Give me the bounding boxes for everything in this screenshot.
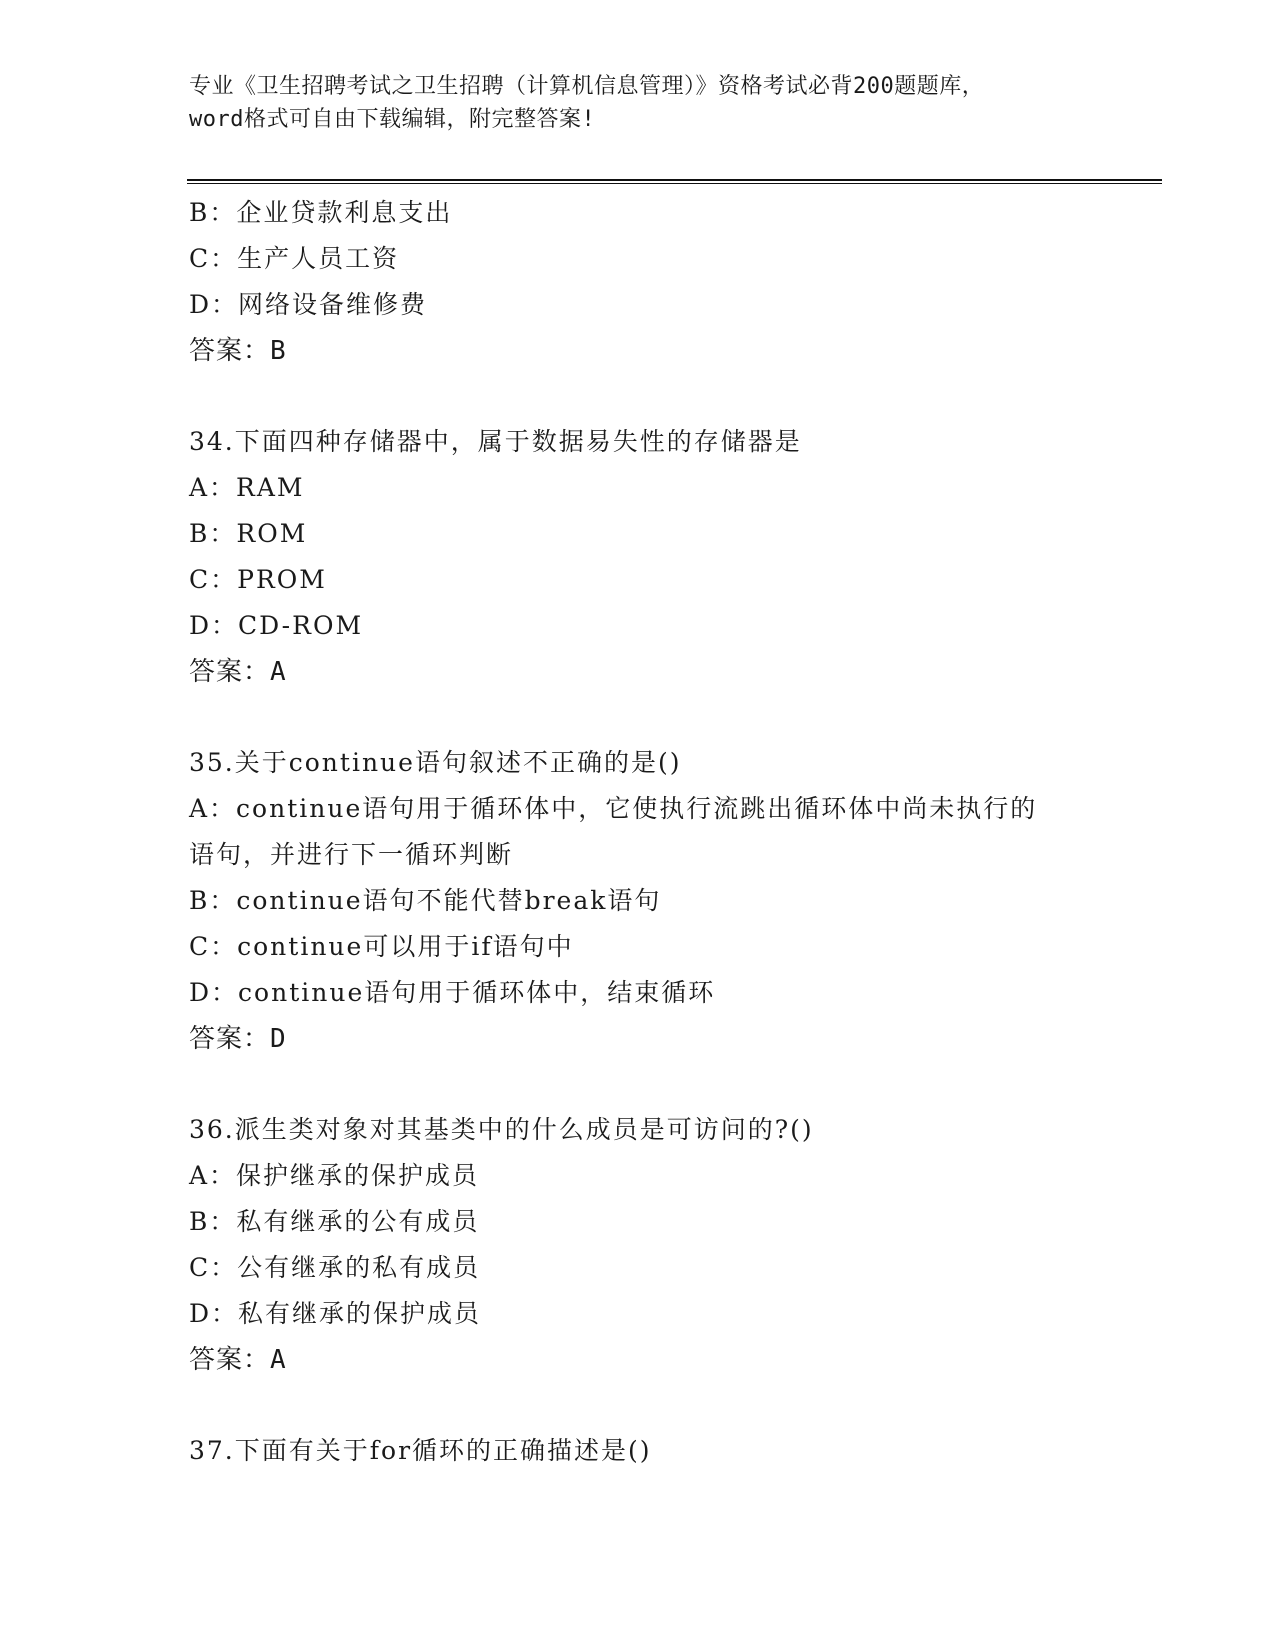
answer-line: 答案：A [189, 1345, 287, 1375]
option-c: C：生产人员工资 [189, 244, 400, 273]
header-divider [187, 179, 1162, 184]
spacer [189, 1383, 1089, 1428]
question-35 [189, 740, 1089, 1062]
question-33-continued [189, 190, 1089, 374]
spacer [189, 374, 1089, 419]
option-d: D：网络设备维修费 [189, 290, 428, 319]
header-title-line-2: word格式可自由下载编辑，附完整答案! [189, 107, 596, 132]
header-title-line-1: 专业《卫生招聘考试之卫生招聘（计算机信息管理）》资格考试必背200题题库， [189, 74, 985, 99]
option-a: A：continue语句用于循环体中，它使执行流跳出循环体中尚未执行的 [189, 794, 1038, 823]
question-stem: 36.派生类对象对其基类中的什么成员是可访问的?() [189, 1115, 814, 1144]
question-34 [189, 419, 1089, 695]
option-d: D：continue语句用于循环体中，结束循环 [189, 978, 716, 1007]
question-36 [189, 1107, 1089, 1383]
option-a-continued: 语句，并进行下一循环判断 [189, 840, 514, 869]
option-b: B：ROM [189, 519, 308, 548]
option-c: C：PROM [189, 565, 327, 594]
answer-line: 答案：A [189, 657, 287, 687]
option-b: B：continue语句不能代替break语句 [189, 886, 662, 915]
question-stem: 34.下面四种存储器中，属于数据易失性的存储器是 [189, 427, 802, 456]
option-c: C：公有继承的私有成员 [189, 1253, 481, 1282]
answer-line: 答案：B [189, 336, 287, 366]
document-header [189, 70, 1089, 136]
option-a: A：RAM [189, 473, 305, 502]
question-37 [189, 1428, 1089, 1474]
option-d: D：CD-ROM [189, 611, 364, 640]
spacer [189, 1062, 1089, 1107]
spacer [189, 695, 1089, 740]
question-stem: 35.关于continue语句叙述不正确的是() [189, 748, 682, 777]
option-c: C：continue可以用于if语句中 [189, 932, 574, 961]
question-list [189, 190, 1089, 1474]
option-d: D：私有继承的保护成员 [189, 1299, 482, 1328]
option-a: A：保护继承的保护成员 [189, 1161, 480, 1190]
option-b: B：私有继承的公有成员 [189, 1207, 480, 1236]
option-b: B：企业贷款利息支出 [189, 198, 453, 227]
question-stem: 37.下面有关于for循环的正确描述是() [189, 1436, 652, 1465]
answer-line: 答案：D [189, 1024, 287, 1054]
